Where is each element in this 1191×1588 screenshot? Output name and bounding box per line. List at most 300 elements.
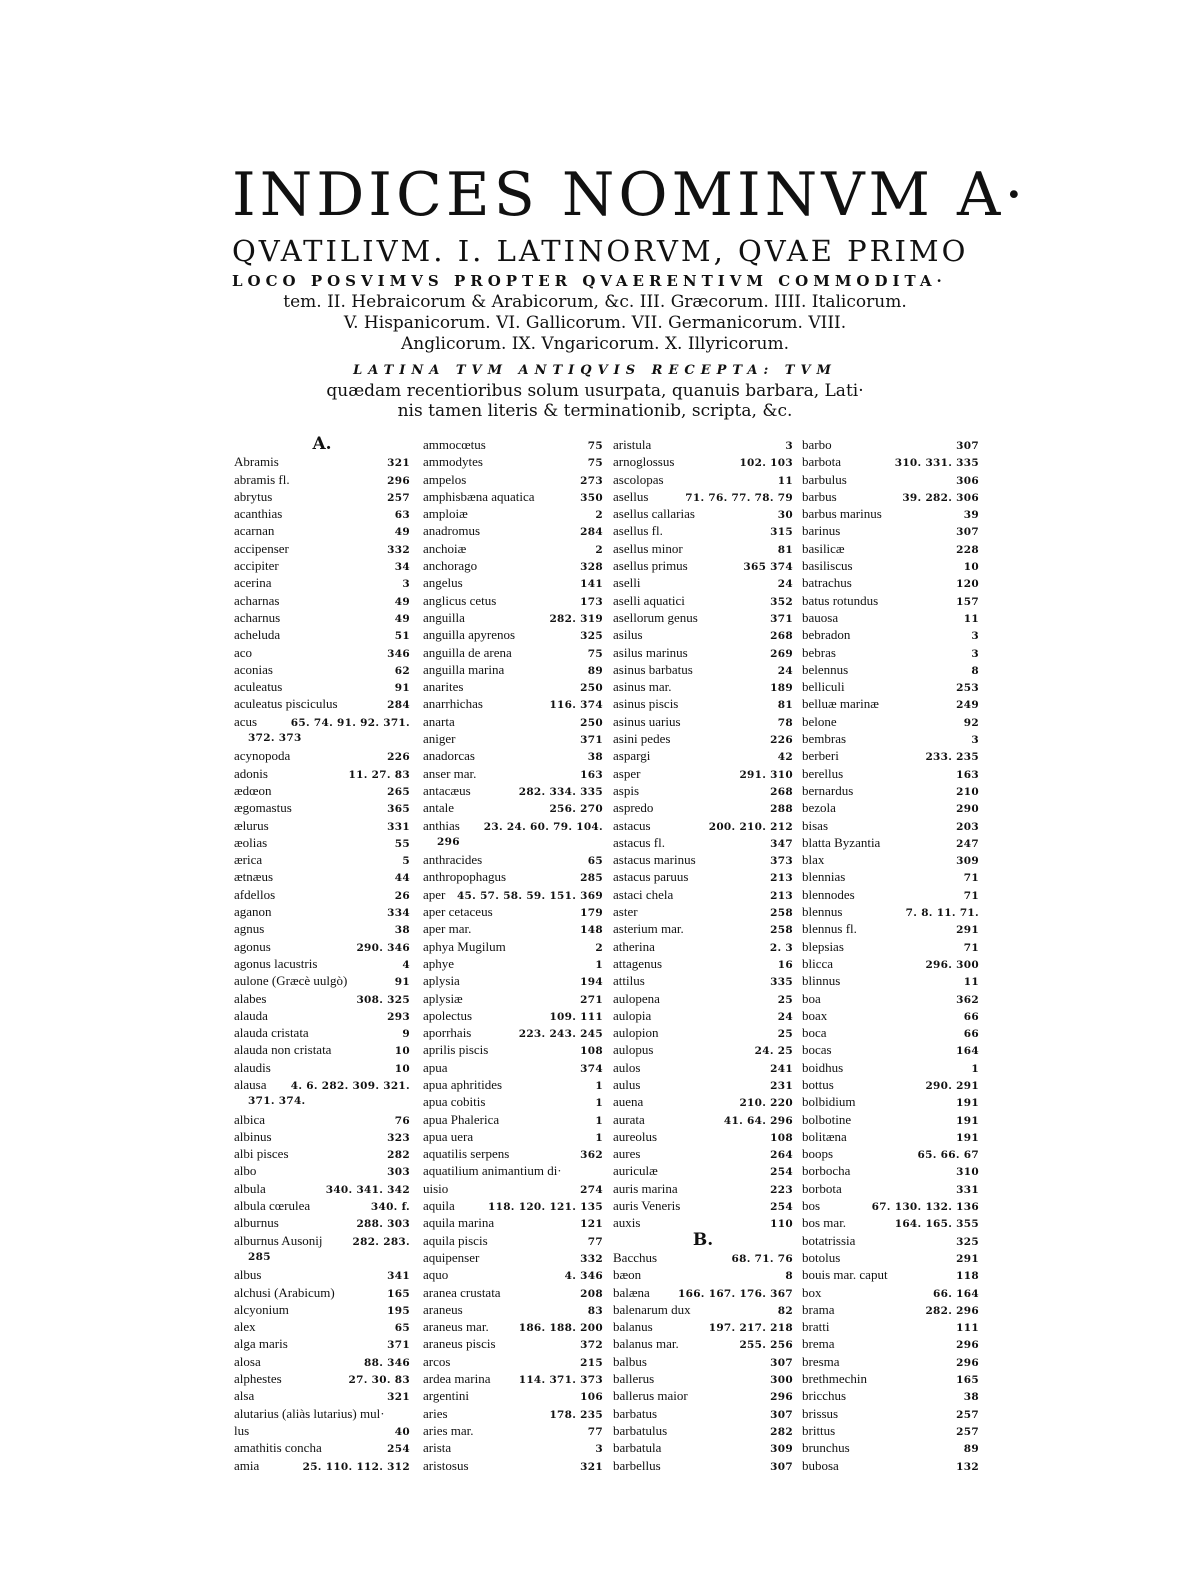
index-column-1 — [234, 436, 410, 1474]
entry-name: bembras — [802, 731, 847, 747]
page-refs: 341 — [387, 1270, 410, 1283]
page-refs: 3 — [785, 440, 793, 452]
page-refs: 223. 243. 245 — [518, 1028, 603, 1041]
index-entry — [613, 1059, 793, 1076]
subtitle-line-1: LATINA TVM ANTIQVIS RECEPTA: TVM — [353, 363, 837, 378]
entry-name: barinus — [802, 523, 841, 539]
entry-name: aulus — [613, 1076, 641, 1092]
index-entry — [423, 1128, 603, 1145]
page-refs: 254 — [387, 1443, 410, 1456]
entry-name: astaci chela — [613, 886, 674, 902]
page-refs: 325 — [580, 630, 603, 643]
page-refs: 346 — [387, 647, 410, 660]
page-refs: 321 — [387, 1391, 410, 1404]
page-refs: 49 — [394, 595, 410, 608]
page-refs: 309 — [956, 855, 979, 868]
page-refs: 179 — [580, 907, 603, 920]
page-refs: 268 — [770, 785, 793, 798]
page-refs: 291 — [956, 1252, 979, 1265]
title-line-5: V. Hispanicorum. VI. Gallicorum. VII. Germanicorum. VIII. — [343, 313, 847, 333]
entry-name: ammocœtus — [423, 437, 486, 452]
page-refs: 300 — [770, 1374, 793, 1387]
entry-name: asilus marinus — [613, 644, 688, 660]
index-entry — [613, 695, 793, 712]
page-refs: 24 — [777, 578, 793, 591]
index-entry — [234, 1457, 410, 1474]
page-refs: 372 — [580, 1339, 603, 1352]
entry-name: aprilis piscis — [423, 1042, 489, 1058]
entry-name: araneus mar. — [423, 1319, 489, 1335]
page-refs: 288 — [770, 803, 793, 816]
page-refs: 8 — [785, 1270, 793, 1283]
entry-name: blennias — [802, 869, 846, 885]
title-line-6: Anglicorum. IX. Vngaricorum. X. Illyricorum. — [401, 334, 789, 354]
page-refs: 66 — [963, 1028, 979, 1041]
page-refs: 362 — [580, 1149, 603, 1162]
index-entry — [234, 1266, 410, 1283]
page-refs: 11. 27. 83 — [348, 768, 410, 781]
entry-name: anadorcas — [423, 748, 475, 764]
entry-name: acharnus — [234, 609, 281, 625]
entry-name: blennodes — [802, 886, 855, 902]
page-refs: 290. 346 — [356, 941, 410, 954]
entry-name: blepsias — [802, 938, 844, 954]
entry-name: acus — [234, 713, 258, 729]
entry-name: alosa — [234, 1353, 261, 1369]
index-entry — [234, 1214, 410, 1231]
index-entry — [234, 453, 410, 470]
page-refs: 210. 220 — [739, 1097, 793, 1110]
entry-name: blatta Byzantia — [802, 834, 881, 850]
index-entry — [423, 488, 603, 505]
page-refs: 25 — [777, 993, 793, 1006]
page-refs: 285 — [580, 872, 603, 885]
index-entry — [802, 574, 979, 591]
index-entry — [234, 1145, 410, 1162]
page-refs: 71 — [963, 941, 979, 954]
index-entry — [234, 713, 410, 730]
index-entry — [802, 1093, 979, 1110]
index-entry — [802, 799, 979, 816]
entry-name: basilicæ — [802, 540, 845, 556]
page-refs: 49 — [394, 526, 410, 539]
entry-name: asper — [613, 765, 641, 781]
index-entry — [802, 1076, 979, 1093]
entry-name: ælurus — [234, 817, 269, 833]
entry-name: aquatilium animantium di· — [423, 1163, 562, 1179]
index-entry — [613, 1284, 793, 1301]
entry-name: acynopoda — [234, 748, 291, 764]
index-entry — [613, 522, 793, 539]
entry-name: anglicus cetus — [423, 592, 497, 608]
entry-name: belone — [802, 713, 837, 729]
entry-name: attagenus — [613, 955, 663, 971]
page-refs: 27. 30. 83 — [348, 1374, 410, 1387]
page-refs: 81 — [777, 699, 793, 712]
entry-name: aper cetaceus — [423, 904, 493, 920]
page-refs: 164. 165. 355 — [894, 1218, 979, 1231]
entry-name: alburnus Ausonij — [234, 1232, 323, 1248]
index-entry — [423, 1214, 603, 1231]
entry-name: brissus — [802, 1405, 839, 1421]
entry-name: aconias — [234, 661, 273, 677]
page-refs: 307 — [770, 1408, 793, 1421]
entry-name: boidhus — [802, 1059, 844, 1075]
entry-name: bernardus — [802, 782, 854, 798]
page-refs: 321 — [387, 457, 410, 470]
index-entry — [234, 1024, 410, 1041]
entry-name: asini pedes — [613, 731, 671, 747]
entry-name: ballerus maior — [613, 1388, 688, 1404]
page-refs: 2 — [595, 543, 603, 556]
entry-name: acharnas — [234, 592, 280, 608]
index-entry — [234, 955, 410, 972]
page-refs: 1 — [595, 1131, 603, 1144]
title-line-1: INDICES NOMINVM A· — [232, 160, 1028, 230]
page-refs: 75 — [587, 647, 603, 660]
entry-name: aspargi — [613, 748, 651, 764]
index-entry — [613, 453, 793, 470]
index-entry — [613, 817, 793, 834]
entry-name: aulos — [613, 1059, 641, 1075]
page-refs: 307 — [956, 440, 979, 452]
page-refs: 231 — [770, 1079, 793, 1092]
page-refs: 273 — [580, 474, 603, 487]
entry-name: belluæ marinæ — [802, 696, 879, 712]
entry-name: barbatus — [613, 1405, 658, 1421]
entry-name: aristosus — [423, 1457, 469, 1473]
index-entry — [423, 557, 603, 574]
entry-name: barbus — [802, 488, 837, 504]
page-refs: 213 — [770, 889, 793, 902]
page-refs: 77 — [587, 1425, 603, 1438]
index-entry-continuation — [234, 1093, 410, 1110]
page-refs: 335 — [770, 976, 793, 989]
entry-name: anguilla — [423, 609, 465, 625]
entry-name: boax — [802, 1007, 828, 1023]
page-refs: 334 — [387, 907, 410, 920]
page-refs: 282. 334. 335 — [518, 785, 603, 798]
title-line-3: LOCO POSVIMVS PROPTER QVAERENTIVM COMMODITA· — [232, 272, 947, 290]
index-column-4 — [802, 436, 979, 1474]
page-refs: 3 — [971, 734, 979, 747]
index-entry — [802, 557, 979, 574]
index-entry — [613, 886, 793, 903]
index-entry — [613, 678, 793, 695]
page-refs: 271 — [580, 993, 603, 1006]
entry-name: balanus mar. — [613, 1336, 679, 1352]
page-refs: 365 — [387, 803, 410, 816]
entry-name: aulopus — [613, 1042, 654, 1058]
index-entry — [234, 1335, 410, 1352]
page-refs: 24 — [777, 664, 793, 677]
page-refs: 49 — [394, 612, 410, 625]
entry-name: apua — [423, 1059, 448, 1075]
index-entry — [423, 1145, 603, 1162]
page-refs: 310. 331. 335 — [894, 457, 979, 470]
entry-name: auena — [613, 1094, 644, 1110]
page-refs: 340. f. — [370, 1201, 410, 1214]
index-entry — [613, 1007, 793, 1024]
page-refs: 282 — [387, 1149, 410, 1162]
index-entry — [802, 1059, 979, 1076]
entry-name: alburnus — [234, 1215, 279, 1231]
index-entry — [234, 1180, 410, 1197]
page-refs: 208 — [580, 1287, 603, 1300]
page-refs: 256. 270 — [549, 803, 603, 816]
index-entry — [802, 1266, 979, 1283]
page-refs: 309 — [770, 1443, 793, 1456]
entry-name: aulopion — [613, 1025, 659, 1041]
index-entry — [234, 1284, 410, 1301]
page-refs: 16 — [777, 958, 793, 971]
entry-name: astacus — [613, 817, 651, 833]
index-entry — [802, 851, 979, 868]
index-entry — [802, 782, 979, 799]
page-refs: 307 — [770, 1356, 793, 1369]
page-refs: 282 — [770, 1425, 793, 1438]
index-entry — [423, 1024, 603, 1041]
index-entry — [613, 1128, 793, 1145]
index-entry — [234, 522, 410, 539]
entry-name: aspredo — [613, 800, 654, 816]
subtitle-line-2: quædam recentioribus solum usurpata, quanuis barbara, Lati· — [326, 381, 864, 401]
entry-name: brunchus — [802, 1440, 850, 1456]
page-refs: 55 — [394, 837, 410, 850]
page-refs: 291. 310 — [739, 768, 793, 781]
entry-name: boops — [802, 1146, 834, 1162]
page-refs: 249 — [956, 699, 979, 712]
entry-name: barbulus — [802, 471, 847, 487]
entry-name: araneus — [423, 1301, 463, 1317]
page-refs: 233. 235 — [925, 751, 979, 764]
index-entry — [234, 540, 410, 557]
page-refs: 89 — [587, 664, 603, 677]
index-entry — [423, 920, 603, 937]
index-entry — [234, 678, 410, 695]
entry-name: anadromus — [423, 523, 481, 539]
index-entry — [802, 1145, 979, 1162]
entry-name: angelus — [423, 575, 463, 591]
entry-name: afdellos — [234, 886, 276, 902]
index-entry — [423, 799, 603, 816]
index-entry — [423, 1197, 603, 1214]
page-refs: 284 — [580, 526, 603, 539]
index-entry — [423, 955, 603, 972]
page-refs: 166. 167. 176. 367 — [677, 1287, 793, 1300]
entry-name: Abramis — [234, 454, 279, 470]
entry-name: brittus — [802, 1422, 836, 1438]
entry-name: auris Veneris — [613, 1198, 681, 1214]
index-entry — [613, 557, 793, 574]
entry-name: aporrhais — [423, 1025, 472, 1041]
index-entry — [802, 626, 979, 643]
entry-name: albica — [234, 1111, 266, 1127]
index-entry — [613, 868, 793, 885]
entry-name: amathitis concha — [234, 1440, 322, 1456]
entry-name: aculeatus pisciculus — [234, 696, 338, 712]
index-entry — [802, 1180, 979, 1197]
index-entry — [802, 1197, 979, 1214]
index-entry — [802, 1318, 979, 1335]
page-refs: 332 — [387, 543, 410, 556]
page-refs: 102. 103 — [739, 457, 793, 470]
page-refs: 203 — [956, 820, 979, 833]
index-entry — [423, 540, 603, 557]
page-refs: 71. 76. 77. 78. 79 — [685, 491, 793, 504]
entry-name: aniger — [423, 731, 456, 747]
entry-name: bisas — [802, 817, 828, 833]
entry-name: albinus — [234, 1128, 272, 1144]
index-entry — [613, 1024, 793, 1041]
entry-name: aper mar. — [423, 921, 472, 937]
entry-name: abrytus — [234, 488, 273, 504]
index-entry — [234, 1353, 410, 1370]
index-entry — [423, 990, 603, 1007]
entry-name: aquipenser — [423, 1249, 480, 1265]
page-refs: 10 — [394, 1062, 410, 1075]
page-refs: 268 — [770, 630, 793, 643]
entry-name: auriculæ — [613, 1163, 658, 1179]
page-refs: 255. 256 — [739, 1339, 793, 1352]
page-refs: 347 — [770, 837, 793, 850]
index-entry — [613, 1301, 793, 1318]
page-refs: 250 — [580, 716, 603, 729]
entry-name: brema — [802, 1336, 835, 1352]
page-refs: 120 — [956, 578, 979, 591]
index-entry — [613, 592, 793, 609]
page-refs: 71 — [963, 872, 979, 885]
entry-name: bolitæna — [802, 1128, 847, 1144]
page-refs: 254 — [770, 1201, 793, 1214]
index-entry — [234, 1387, 410, 1404]
index-entry — [234, 488, 410, 505]
entry-name: bolbidium — [802, 1094, 856, 1110]
page-refs: 9 — [402, 1028, 410, 1041]
index-entry — [423, 592, 603, 609]
page-refs: 340. 341. 342 — [325, 1183, 410, 1196]
page-refs: 65 — [394, 1322, 410, 1335]
entry-name: apua uera — [423, 1128, 474, 1144]
entry-name: alex — [234, 1319, 256, 1335]
entry-name: alutarius (aliàs lutarius) mul· — [234, 1405, 385, 1421]
index-entry — [802, 436, 979, 453]
entry-name: arnoglossus — [613, 454, 675, 470]
entry-name: anguilla marina — [423, 661, 505, 677]
page-refs: 2. 3 — [769, 941, 793, 954]
page-refs: 91 — [394, 682, 410, 695]
entry-name: ætnæus — [234, 869, 274, 885]
entry-name: alauda non cristata — [234, 1042, 332, 1058]
page-refs: 332 — [580, 1252, 603, 1265]
entry-name: asellus — [613, 488, 649, 504]
index-entry — [423, 782, 603, 799]
page-refs: 68. 71. 76 — [731, 1252, 793, 1265]
index-entry — [423, 747, 603, 764]
index-entry — [234, 903, 410, 920]
index-entry — [613, 1111, 793, 1128]
page-refs: 11 — [963, 976, 979, 989]
entry-name: blennus fl. — [802, 921, 857, 937]
index-entry — [234, 799, 410, 816]
entry-name: accipiter — [234, 558, 279, 574]
entry-name: asinus uarius — [613, 713, 681, 729]
index-entry — [234, 1370, 410, 1387]
index-entry — [802, 661, 979, 678]
index-entry — [423, 1335, 603, 1352]
entry-name: bratti — [802, 1319, 830, 1335]
index-entry — [234, 817, 410, 834]
index-entry — [802, 1111, 979, 1128]
index-entry — [423, 609, 603, 626]
page-refs: 191 — [956, 1097, 979, 1110]
index-columns — [0, 436, 1191, 1496]
entry-name: apolectus — [423, 1007, 473, 1023]
entry-name: aries — [423, 1405, 448, 1421]
page-refs: 331 — [956, 1183, 979, 1196]
index-entry — [234, 592, 410, 609]
entry-name: batus rotundus — [802, 592, 879, 608]
index-entry — [423, 626, 603, 643]
entry-name: anser mar. — [423, 765, 477, 781]
entry-name: acarnan — [234, 523, 275, 539]
page-refs: 293 — [387, 1010, 410, 1023]
page-refs: 24. 25 — [754, 1045, 793, 1058]
entry-name: ærica — [234, 852, 263, 868]
page-refs: 373 — [770, 855, 793, 868]
index-entry — [423, 1405, 603, 1422]
entry-name: ægomastus — [234, 800, 292, 816]
entry-name: aquila — [423, 1198, 455, 1214]
page-refs: 75 — [587, 440, 603, 452]
page-refs: 306 — [956, 474, 979, 487]
index-entry — [613, 1439, 793, 1456]
page-refs: 78 — [777, 716, 793, 729]
entry-name: barbellus — [613, 1457, 661, 1473]
index-entry — [802, 817, 979, 834]
page-refs: 274 — [580, 1183, 603, 1196]
index-entry — [234, 747, 410, 764]
index-entry — [802, 920, 979, 937]
index-entry — [613, 1145, 793, 1162]
page-refs: 4. 346 — [564, 1270, 603, 1283]
entry-name: acheluda — [234, 627, 281, 643]
index-entry — [423, 661, 603, 678]
index-entry — [234, 1007, 410, 1024]
entry-name: bouis mar. caput — [802, 1267, 888, 1283]
page-refs: 92 — [963, 716, 979, 729]
page-refs: 24 — [777, 1010, 793, 1023]
page-refs: 157 — [956, 595, 979, 608]
index-entry — [613, 1180, 793, 1197]
entry-name: acanthias — [234, 506, 283, 522]
page-refs: 42 — [777, 751, 793, 764]
index-entry — [613, 765, 793, 782]
index-column-3 — [613, 436, 793, 1474]
entry-name: ascolopas — [613, 471, 664, 487]
entry-name: anchorago — [423, 558, 478, 574]
page-refs: 247 — [956, 837, 979, 850]
entry-name: aphye — [423, 955, 455, 971]
entry-name: aulone (Græcè uulgò) — [234, 973, 348, 989]
entry-name: bebras — [802, 644, 836, 660]
page-refs: 121 — [580, 1218, 603, 1231]
entry-name: bos mar. — [802, 1215, 847, 1231]
page-refs: 38 — [587, 751, 603, 764]
entry-name: acerina — [234, 575, 272, 591]
index-entry — [234, 1059, 410, 1076]
entry-name: berellus — [802, 765, 844, 781]
